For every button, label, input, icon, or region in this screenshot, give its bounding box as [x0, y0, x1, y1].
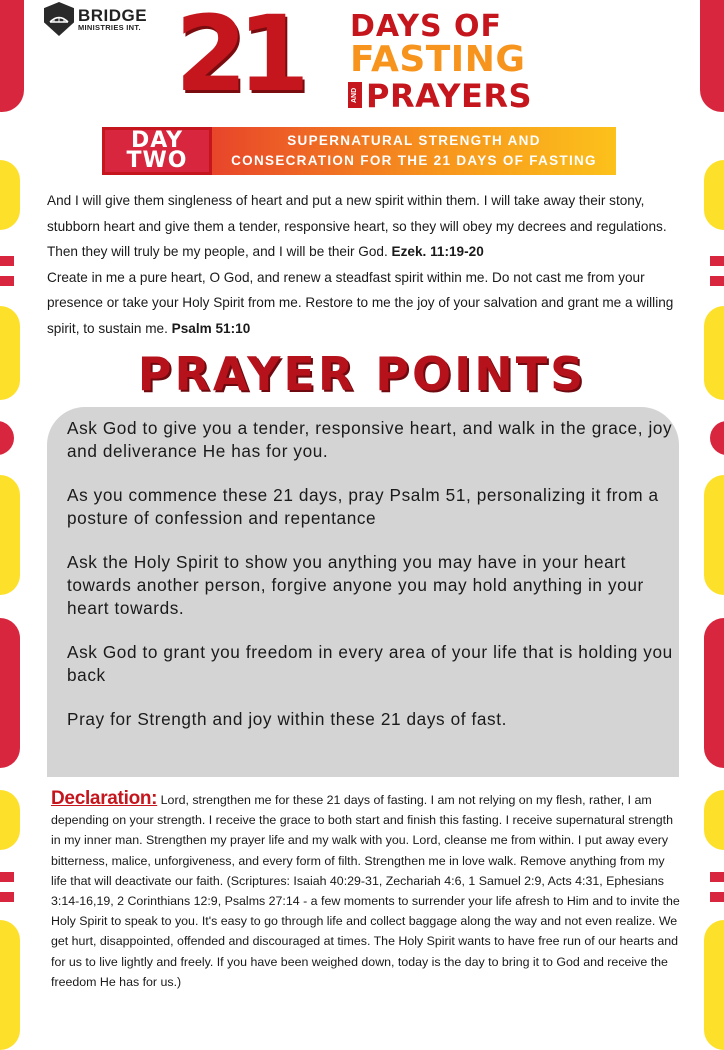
- ministry-logo: [44, 2, 147, 36]
- day-theme-line-1: SUPERNATURAL STRENGTH AND: [287, 133, 541, 148]
- scripture-reference-1: Ezek. 11:19-20: [391, 244, 484, 259]
- logo-title: BRIDGE: [78, 5, 148, 25]
- day-theme-line-2: CONSECRATION FOR THE 21 DAYS OF FASTING: [231, 153, 597, 168]
- prayer-point: Pray for Strength and joy within these 21 days of fast.: [67, 709, 507, 729]
- header-days-of: DAYS OF: [350, 9, 503, 44]
- header-prayers: PRAYERS: [366, 77, 533, 115]
- day-banner: [102, 127, 616, 175]
- prayer-point: Ask God to give you a tender, responsive heart, and walk in the grace, joy and deliverance He has for you.: [67, 418, 673, 461]
- logo-subtitle: MINISTRIES INT.: [78, 22, 141, 32]
- scripture-passage-2: Create in me a pure heart, O God, and renew a steadfast spirit within me. Do not cast me from your presence or take your Holy Spirit from me. Restore to me the joy of your salvation and grant me a willing spirit, to sustain me.: [47, 269, 674, 336]
- header-fasting: FASTING: [350, 39, 526, 80]
- header-number: 21: [175, 0, 300, 115]
- day-word: DAY: [130, 128, 184, 153]
- prayer-point: Ask the Holy Spirit to show you anything you may have in your heart towards another person, forgive anyone you may hold anything in your heart towards.: [67, 552, 644, 618]
- declaration-label: Declaration:: [51, 788, 158, 809]
- prayer-point: Ask God to grant you freedom in every area of your life that is holding you back: [67, 642, 673, 685]
- declaration: [51, 789, 683, 992]
- prayer-point: As you commence these 21 days, pray Psalm 51, personalizing it from a posture of confession and repentance: [67, 485, 659, 528]
- declaration-text: Lord, strengthen me for these 21 days of fasting. I am not relying on my flesh, rather, I am depending on your strength. I receive the grace to both start and finish this fasting. I receive supernatural strength in my inner man. Strengthen my prayer life and my walk with you. Lord, cleanse me from within. I put away every bitterness, malice, unforgiveness, and every form of filth. Strengthen me in love walk. Remove anything from my life that will deactivate our faith. (Scriptures: Isaiah 40:29-31, Zechariah 4:6, 1 Samuel 2:9, Acts 4:31, Ephesians 3:14-16,19, 2 Corinthians 12:9, Psalms 27:14 - a few moments to surrender your life afresh to Him and to invite the Holy Spirit to speak to you. It's easy to go through life and collect baggage along the way and not even realize. We get hurt, disappointed, offended and discouraged at times. The Holy Spirit wants to have free run of our hearts and for us to live lightly and freely. If you have been weighed down, today is the day to bring it to God and receive the freedom He has for us.): [51, 793, 680, 989]
- scripture-text: [47, 188, 687, 341]
- prayer-points-title: PRAYER POINTS: [137, 347, 587, 401]
- header-and: AND: [348, 82, 362, 108]
- scripture-passage-1: And I will give them singleness of heart and put a new spirit within them. I will take away their stony, stubborn heart and give them a tender, responsive heart, so they will obey my decrees and regulations. Then they will truly be my people, and I will be their God.: [47, 193, 667, 259]
- prayer-points-box: [47, 407, 679, 777]
- scripture-reference-2: Psalm 51:10: [171, 320, 251, 336]
- day-label: [102, 127, 212, 175]
- day-theme: [212, 127, 616, 175]
- day-number-word: TWO: [126, 148, 188, 173]
- bridge-shield-icon: [44, 2, 74, 36]
